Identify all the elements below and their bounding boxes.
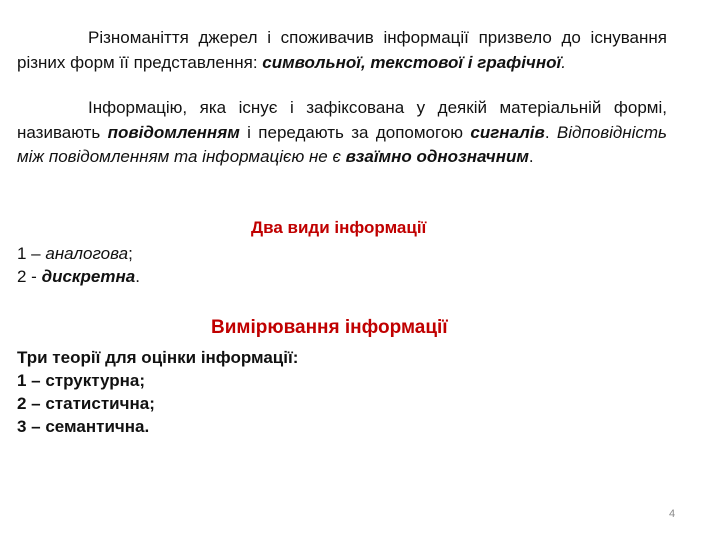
term-textual: текстової xyxy=(370,52,464,72)
list-item: 2 – статистична; xyxy=(17,394,155,413)
term-signals: сигналів xyxy=(470,122,545,142)
heading-measuring-information: Вимірювання інформації xyxy=(211,317,448,338)
heading-two-types-of-information: Два види інформації xyxy=(251,218,427,237)
theories-intro: Три теорії для оцінки інформації: xyxy=(17,348,299,367)
paragraph1-end: . xyxy=(561,52,566,72)
list-item-suffix: . xyxy=(135,267,140,286)
paragraph2-end: . xyxy=(528,147,534,166)
list-item-prefix: 1 – xyxy=(17,244,46,263)
list-item-prefix: 2 - xyxy=(17,267,42,286)
paragraph1-text: Різноманіття джерел і споживачив інформації призвело до існування різних форм її представлення: xyxy=(17,28,667,72)
list-item-suffix: ; xyxy=(128,244,133,263)
term-message: повідомленням xyxy=(107,122,240,142)
paragraph2-middle: і передають за допомогою xyxy=(239,122,471,142)
term-mutually-unambiguous: взаїмно однозначним xyxy=(345,147,529,166)
correspondence-sentence: Відповідність між повідомленням та інформацією не є xyxy=(17,122,667,166)
type-analog: аналогова xyxy=(45,244,129,263)
conjunction-and: і xyxy=(463,52,478,72)
information-types-list xyxy=(17,242,140,288)
list-item xyxy=(17,265,140,288)
paragraph2-period: . xyxy=(544,122,557,142)
paragraph-message-definition xyxy=(17,96,667,170)
paragraph2-text: Інформацію, яка існує і зафіксована у деякій матеріальній формі, називають xyxy=(17,98,667,142)
paragraph-forms-of-information xyxy=(17,26,667,75)
information-theories-list xyxy=(17,346,298,438)
list-item xyxy=(17,242,140,265)
term-graphic: графічної xyxy=(477,52,562,72)
comma-separator: , xyxy=(360,52,371,72)
type-discrete: дискретна xyxy=(41,267,136,286)
list-item: 1 – структурна; xyxy=(17,371,146,390)
term-symbolic: символьної xyxy=(262,52,361,72)
list-item: 3 – семантична. xyxy=(17,417,150,436)
page-number: 4 xyxy=(669,508,676,520)
